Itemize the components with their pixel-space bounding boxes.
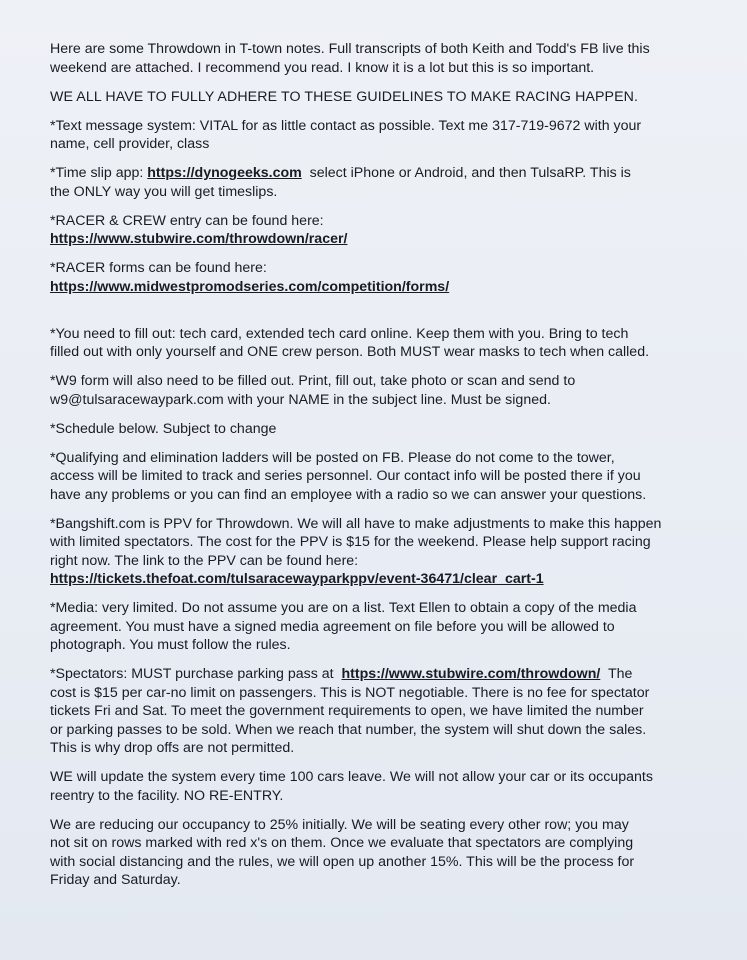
text-line: w9@tulsaracewaypark.com with your NAME in the subject line. Must be signed.	[50, 391, 551, 408]
text-line: *Schedule below. Subject to change	[50, 420, 277, 437]
text-line: *Media: very limited. Do not assume you are on a list. Text Ellen to obtain a copy of the media	[50, 600, 637, 616]
ppv-link[interactable]: https://tickets.thefoat.com/tulsaracewayparkppv/event-36471/clear_cart-1	[50, 571, 544, 587]
text-line: tickets Fri and Sat. To meet the government requirements to open, we have limited the number	[50, 703, 644, 719]
text-line: with social distancing and the rules, we will open up another 15%. This will be the process for	[50, 853, 635, 870]
occupancy-paragraph	[50, 816, 717, 890]
text-line: with limited spectators. The cost for the PPV is $15 for the weekend. Please help support racing	[50, 534, 651, 550]
text-line: *RACER & CREW entry can be found here:	[50, 212, 324, 229]
text-message-paragraph	[50, 117, 717, 154]
racer-forms-paragraph	[50, 259, 717, 296]
text-line: WE ALL HAVE TO FULLY ADHERE TO THESE GUIDELINES TO MAKE RACING HAPPEN.	[50, 88, 639, 105]
text-line: *You need to fill out: tech card, extended tech card online. Keep them with you. Bring to tech	[50, 325, 629, 342]
text-segment: *Spectators: MUST purchase parking pass at	[50, 666, 342, 682]
text-line: cost is $15 per car-no limit on passengers. This is NOT negotiable. There is no fee for spectator	[50, 684, 650, 701]
text-line: *Qualifying and elimination ladders will be posted on FB. Please do not come to the tower,	[50, 449, 615, 466]
parking-pass-link[interactable]: https://www.stubwire.com/throwdown/	[341, 666, 601, 682]
media-paragraph	[50, 599, 717, 655]
text-line: right now. The link to the PPV can be found here:	[50, 552, 359, 569]
text-line	[50, 665, 717, 684]
text-line: Friday and Saturday.	[50, 872, 181, 888]
text-segment: The	[600, 666, 633, 682]
text-line: WE will update the system every time 100 cars leave. We will not allow your car or its occupants	[50, 769, 653, 785]
text-line	[50, 164, 717, 183]
text-line: *RACER forms can be found here:	[50, 260, 267, 276]
text-line: not sit on rows marked with red x's on them. Once we evaluate that spectators are complying	[50, 835, 634, 851]
text-segment: *Time slip app:	[50, 165, 148, 181]
text-line: filled out with only yourself and ONE crew person. Both MUST wear masks to tech when called.	[50, 344, 650, 360]
text-line: Here are some Throwdown in T-town notes. Full transcripts of both Keith and Todd's FB live this	[50, 41, 650, 57]
racer-entry-link[interactable]: https://www.stubwire.com/throwdown/racer/	[50, 231, 348, 247]
time-slip-paragraph	[50, 164, 717, 201]
text-line: the ONLY way you will get timeslips.	[50, 183, 278, 200]
text-line: or parking passes to be sold. When we reach that number, the system will shut down the sales.	[50, 721, 647, 738]
text-line: This is why drop offs are not permitted.	[50, 740, 295, 756]
text-line: *Bangshift.com is PPV for Throwdown. We will all have to make adjustments to make this happen	[50, 515, 662, 532]
text-line: name, cell provider, class	[50, 136, 210, 152]
dynogeeks-link[interactable]: https://dynogeeks.com	[147, 165, 302, 181]
guidelines-heading	[50, 88, 717, 107]
tech-card-paragraph	[50, 325, 717, 362]
text-line: *W9 form will also need to be filled out. Print, fill out, take photo or scan and send to	[50, 373, 576, 389]
ppv-paragraph	[50, 515, 717, 589]
text-line: reentry to the facility. NO RE-ENTRY.	[50, 787, 284, 804]
text-line: photograph. You must follow the rules.	[50, 637, 291, 653]
text-line: agreement. You must have a signed media agreement on file before you will be allowed to	[50, 618, 615, 635]
text-segment: select iPhone or Android, and then TulsaRP. This is	[301, 165, 631, 181]
text-line: *Text message system: VITAL for as little contact as possible. Text me 317-719-9672 with your	[50, 117, 642, 134]
text-line: have any problems or you can find an employee with a radio so we can answer your questions.	[50, 486, 647, 503]
ladders-paragraph	[50, 449, 717, 505]
racer-forms-link[interactable]: https://www.midwestpromodseries.com/competition/forms/	[50, 278, 450, 295]
spectators-paragraph	[50, 665, 717, 758]
schedule-paragraph	[50, 420, 717, 439]
re-entry-paragraph	[50, 768, 717, 805]
text-line: weekend are attached. I recommend you read. I know it is a lot but this is so important.	[50, 59, 595, 76]
spacer	[50, 307, 717, 325]
text-line: access will be limited to track and series personnel. Our contact info will be posted there if you	[50, 468, 641, 484]
w9-paragraph	[50, 372, 717, 409]
text-line: We are reducing our occupancy to 25% initially. We will be seating every other row; you may	[50, 816, 629, 833]
intro-paragraph	[50, 40, 717, 77]
racer-crew-entry-paragraph	[50, 212, 717, 249]
